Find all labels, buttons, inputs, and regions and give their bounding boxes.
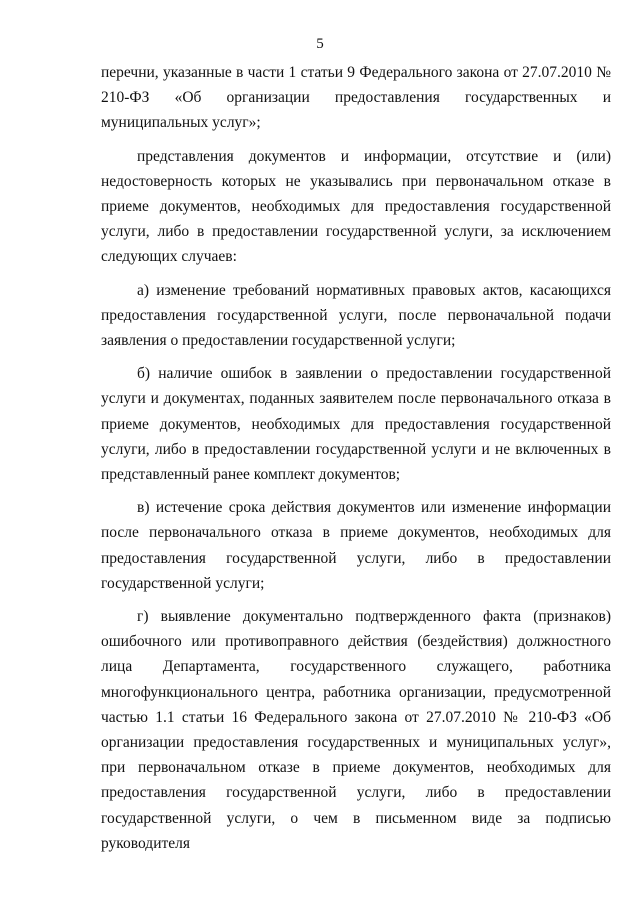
document-body [101,60,611,864]
paragraph-item-a: а) изменение требований нормативных правовых актов, касающихся предоставления государственной услуги, после первоначальной подачи заявления о предоставлении государственной услуги; [101,281,611,350]
paragraph-item-b: б) наличие ошибок в заявлении о предоставлении государственной услуги и документах, поданных заявителем после первоначального отказа в приеме документов, необходимых для предоставления государственной услуги, либо в предоставлении государственной услуги и не включенных в представленный ранее комплект документов; [101,365,611,484]
paragraph-item-v: в) истечение срока действия документов или изменение информации после первоначального отказа в приеме документов, необходимых для предоставления государственной услуги, либо в предоставлении государственной услуги; [101,499,611,592]
page-number: 5 [316,36,324,52]
paragraph-item-g: г) выявление документально подтвержденного факта (признаков) ошибочного или противоправного действия (бездействия) должностного лица Департамента, государственного служащего, работника многофункционального центра, работника организации, предусмотренной частью 1.1 статьи 16 Федерального закона от 27.07.2010 № 210-ФЗ «Об организации предоставления государственных и муниципальных услуг», при первоначальном отказе в приеме документов, необходимых для предоставления государственной услуги, либо в предоставлении государственной услуги, о чем в письменном виде за подписью руководителя [101,608,611,852]
paragraph-continuation: перечни, указанные в части 1 статьи 9 Федерального закона от 27.07.2010 № 210-ФЗ «Об организации предоставления государственных и муниципальных услуг»; [101,64,611,132]
paragraph-representation: представления документов и информации, отсутствие и (или) недостоверность которых не указывались при первоначальном отказе в приеме документов, необходимых для предоставления государственной услуги, либо в предоставлении государственной услуги, за исключением следующих случаев: [101,147,611,266]
